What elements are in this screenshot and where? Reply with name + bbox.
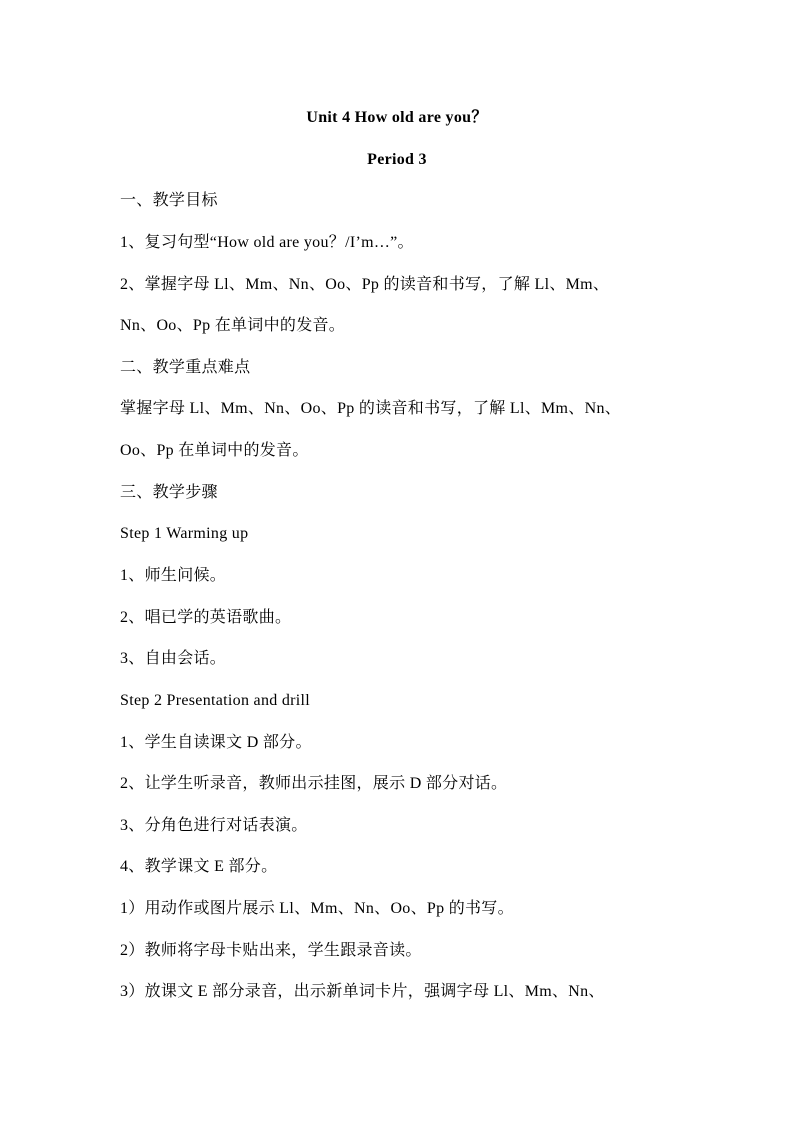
- document-subtitle: Period 3: [367, 151, 427, 168]
- keypoint-line-1: 掌握字母 Ll、Mm、Nn、Oo、Pp 的读音和书写，了解 Ll、Mm、Nn、: [120, 400, 622, 417]
- step-1-item-1: 1、师生问候。: [120, 567, 227, 584]
- step-2-subitem-2: 2）教师将字母卡贴出来，学生跟录音读。: [120, 942, 422, 959]
- keypoint-line-2: Oo、Pp 在单词中的发音。: [120, 442, 309, 459]
- step-2-heading: Step 2 Presentation and drill: [120, 692, 311, 709]
- step-1-heading: Step 1 Warming up: [120, 525, 249, 542]
- objective-item-1: 1、复习句型“How old are you？/I’m…”。: [120, 234, 414, 251]
- step-1-item-3: 3、自由会话。: [120, 650, 227, 667]
- step-2-item-3: 3、分角色进行对话表演。: [120, 817, 308, 834]
- objective-item-2-line-1: 2、掌握字母 Ll、Mm、Nn、Oo、Pp 的读音和书写，了解 Ll、Mm、: [120, 276, 610, 293]
- step-1-item-2: 2、唱已学的英语歌曲。: [120, 609, 292, 626]
- step-2-subitem-1: 1）用动作或图片展示 Ll、Mm、Nn、Oo、Pp 的书写。: [120, 900, 514, 917]
- step-2-item-1: 1、学生自读课文 D 部分。: [120, 734, 312, 751]
- objective-item-2-line-2: Nn、Oo、Pp 在单词中的发音。: [120, 317, 346, 334]
- step-2-item-4: 4、教学课文 E 部分。: [120, 858, 278, 875]
- section-heading-objectives: 一、教学目标: [120, 192, 218, 209]
- section-heading-steps: 三、教学步骤: [120, 484, 218, 501]
- step-2-subitem-3: 3）放课文 E 部分录音，出示新单词卡片，强调字母 Ll、Mm、Nn、: [120, 983, 605, 1000]
- step-2-item-2: 2、让学生听录音，教师出示挂图，展示 D 部分对话。: [120, 775, 508, 792]
- document-title: Unit 4 How old are you？: [306, 109, 488, 126]
- section-heading-keypoints: 二、教学重点难点: [120, 359, 251, 376]
